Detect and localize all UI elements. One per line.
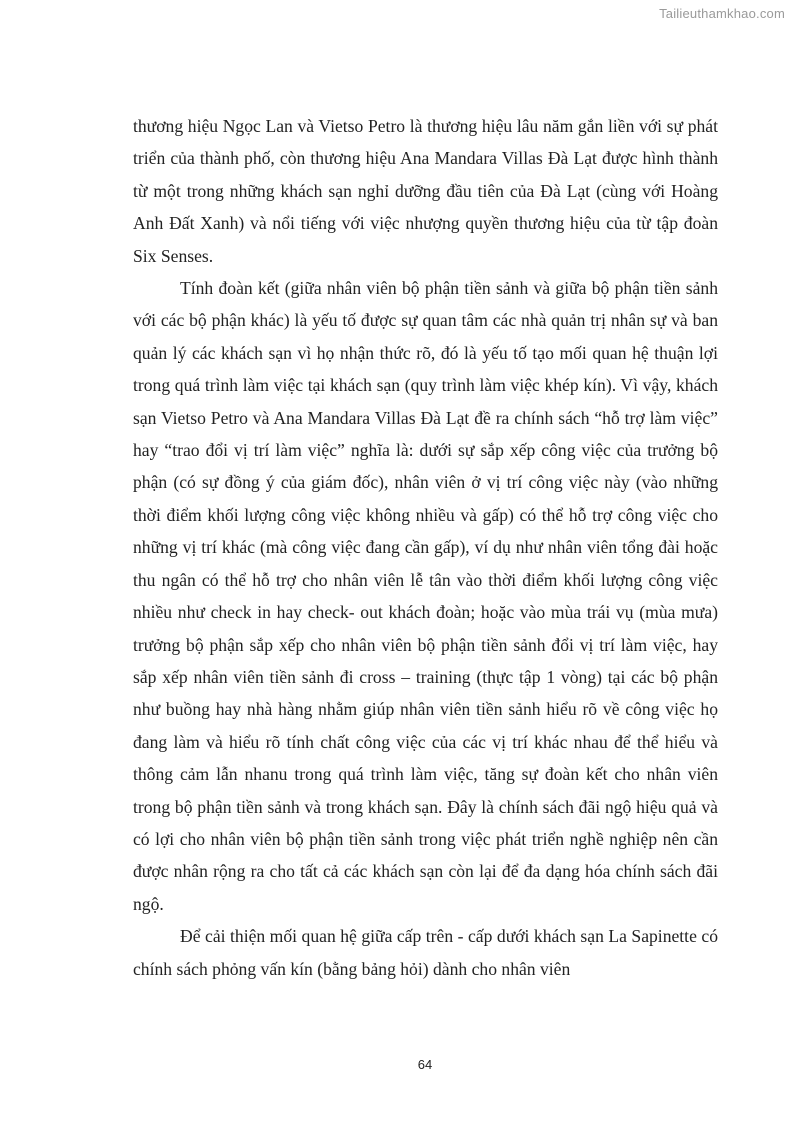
- paragraph-3: Để cải thiện mối quan hệ giữa cấp trên - cấp dưới khách sạn La Sapinette có chính sách phỏng vấn kín (bằng bảng hỏi) dành cho nhân viên: [133, 926, 718, 979]
- watermark-text: Tailieuthamkhao.com: [659, 6, 785, 21]
- paragraph-2: Tính đoàn kết (giữa nhân viên bộ phận tiền sảnh và giữa bộ phận tiền sảnh với các bộ phận khác) là yếu tố được sự quan tâm các nhà quản trị nhân sự và ban quản lý các khách sạn vì họ nhận thức rõ, đó là yếu tố tạo mối quan hệ thuận lợi trong quá trình làm việc tại khách sạn (quy trình làm việc khép kín). Vì vậy, khách sạn Vietso Petro và Ana Mandara Villas Đà Lạt đề ra chính sách “hỗ trợ làm việc” hay “trao đổi vị trí làm việc” nghĩa là: dưới sự sắp xếp công việc của trưởng bộ phận (có sự đồng ý của giám đốc), nhân viên ở vị trí công việc này (vào những thời điểm khối lượng công việc không nhiều và gấp) có thể hỗ trợ công việc cho những vị trí khác (mà công việc đang cần gấp), ví dụ như nhân viên tổng đài hoặc thu ngân có thể hỗ trợ cho nhân viên lễ tân vào thời điểm khối lượng công việc nhiều như check in hay check- out khách đoàn; hoặc vào mùa trái vụ (mùa mưa) trưởng bộ phận sắp xếp cho nhân viên bộ phận tiền sảnh đổi vị trí làm việc, hay sắp xếp nhân viên tiền sảnh đi cross – training (thực tập 1 vòng) tại các bộ phận như buồng hay nhà hàng nhằm giúp nhân viên tiền sảnh hiểu rõ về công việc họ đang làm và hiểu rõ tính chất công việc của các vị trí khác nhau để thể hiểu và thông cảm lẫn nhanu trong quá trình làm việc, tăng sự đoàn kết cho nhân viên trong bộ phận tiền sảnh và trong khách sạn. Đây là chính sách đãi ngộ hiệu quả và có lợi cho nhân viên bộ phận tiền sảnh trong việc phát triển nghề nghiệp nên cần được nhân rộng ra cho tất cả các khách sạn còn lại để đa dạng hóa chính sách đãi ngộ.: [133, 278, 718, 914]
- paragraph-1: thương hiệu Ngọc Lan và Vietso Petro là thương hiệu lâu năm gắn liền với sự phát triển của thành phố, còn thương hiệu Ana Mandara Villas Đà Lạt được hình thành từ một trong những khách sạn nghỉ dưỡng đầu tiên của Đà Lạt (cùng với Hoàng Anh Đất Xanh) và nổi tiếng với việc nhượng quyền thương hiệu của từ tập đoàn Six Senses.: [133, 116, 718, 266]
- page-number: 64: [417, 1057, 433, 1072]
- document-body: [133, 110, 718, 985]
